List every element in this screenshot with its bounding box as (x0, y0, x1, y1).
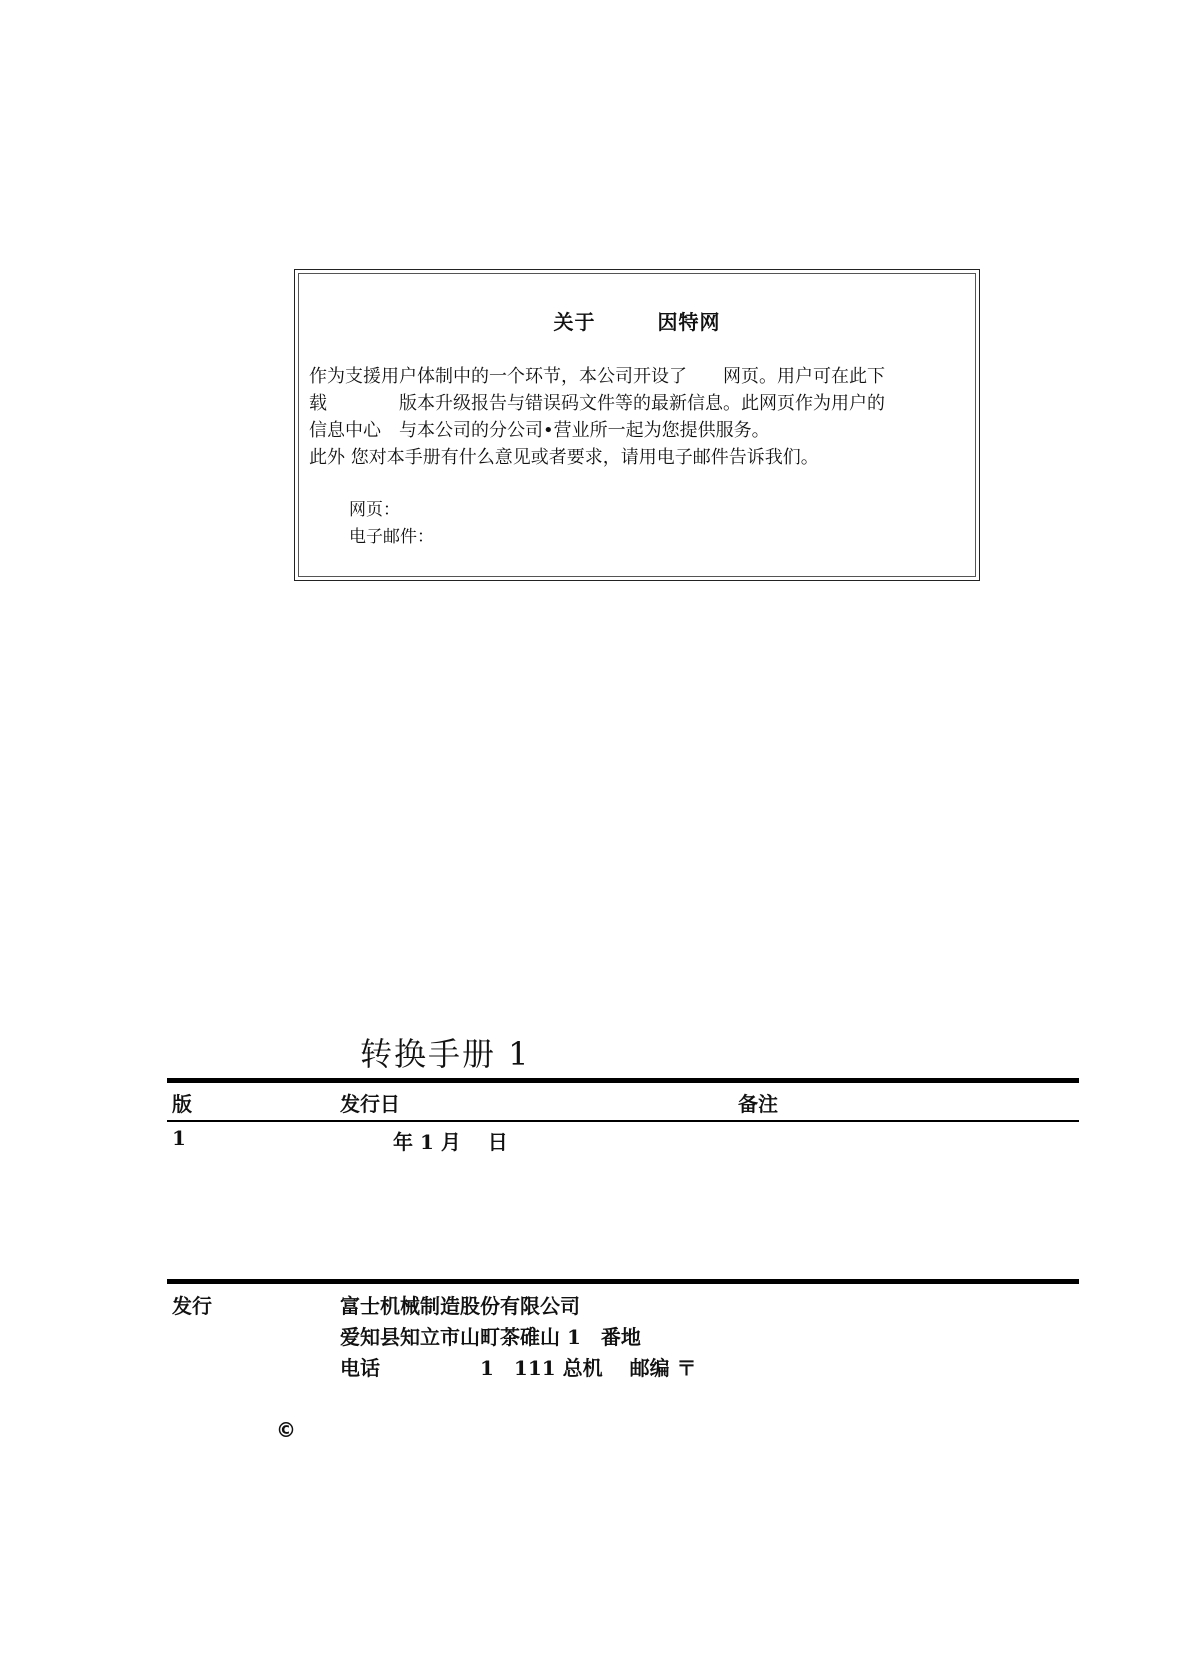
publisher-phone: 电话 1 111 总机 邮编 〒 (340, 1356, 697, 1380)
header-issue-date: 发行日 (340, 1092, 400, 1116)
table-top-rule (167, 1078, 1079, 1083)
notice-title-left: 关于 (553, 310, 596, 334)
row-issue-date: 年 1 月 日 (393, 1130, 508, 1154)
web-label: 网页： (349, 500, 400, 520)
publisher-address: 爱知县知立市山町茶碓山 1 番地 (340, 1325, 641, 1349)
notice-title-right: 因特网 (657, 310, 721, 334)
email-label: 电子邮件： (349, 527, 434, 547)
row-edition: 1 (172, 1126, 186, 1150)
publisher-rule (167, 1279, 1079, 1284)
notice-line-3: 信息中心 与本公司的分公司•营业所一起为您提供服务。 (309, 420, 770, 441)
notice-line-2: 载 版本升级报告与错误码文件等的最新信息。此网页作为用户的 (309, 393, 885, 414)
header-remarks: 备注 (738, 1092, 778, 1116)
table-header-rule (167, 1120, 1079, 1122)
manual-title: 转换手册 1 (360, 1035, 531, 1073)
publisher-label: 发行 (172, 1294, 212, 1318)
notice-line-4: 此外 您对本手册有什么意见或者要求，请用电子邮件告诉我们。 (309, 447, 819, 468)
header-edition: 版 (172, 1092, 192, 1116)
notice-line-1: 作为支援用户体制中的一个环节，本公司开设了 网页。用户可在此下 (309, 366, 885, 387)
notice-title (295, 306, 979, 335)
publisher-company: 富士机械制造股份有限公司 (340, 1294, 580, 1318)
internet-notice-box (294, 269, 980, 581)
copyright-symbol: © (276, 1418, 296, 1442)
